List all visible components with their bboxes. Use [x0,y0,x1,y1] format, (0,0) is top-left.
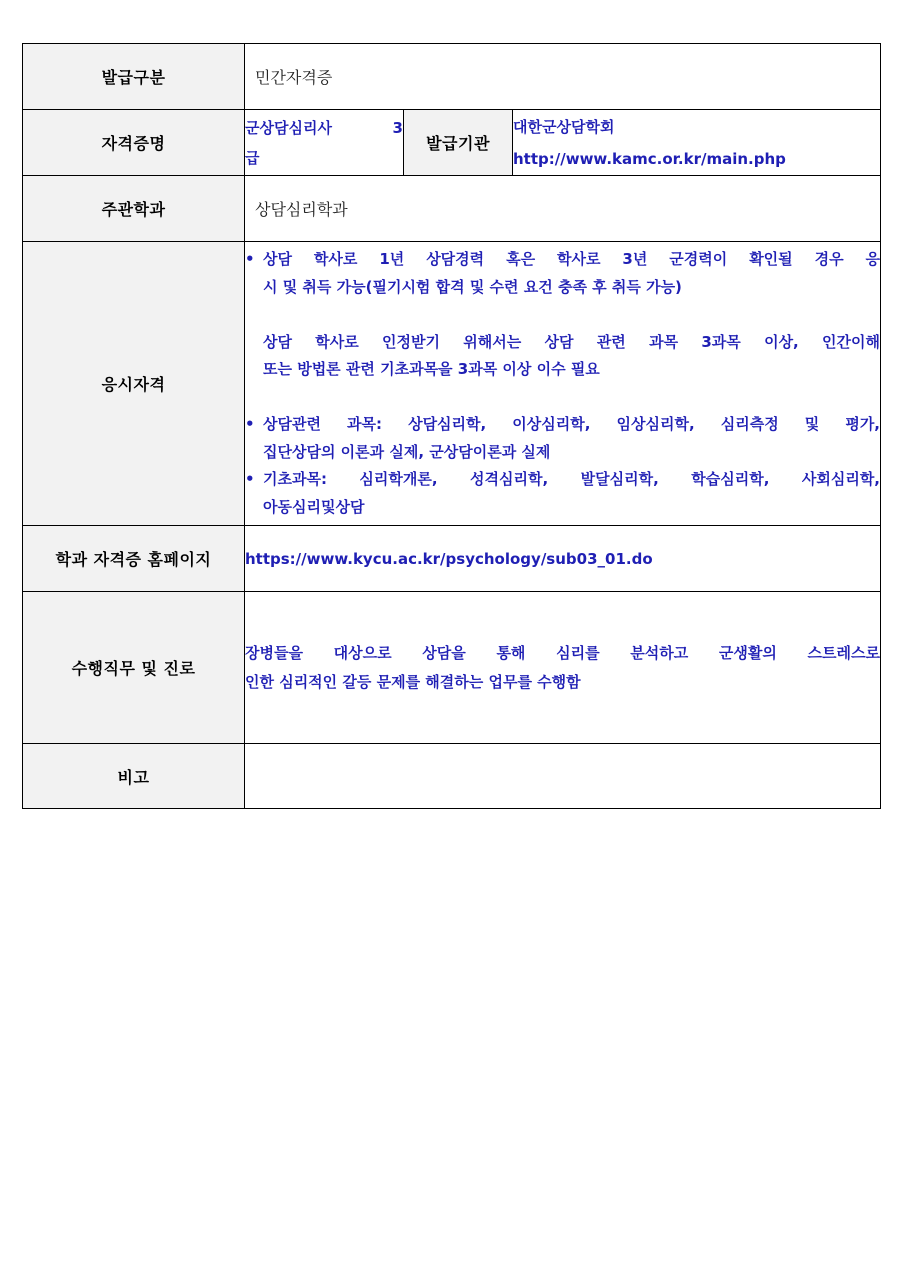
row-homepage [23,526,881,592]
qualification-line: • 기초과목: 심리학개론, 성격심리학, 발달심리학, 학습심리학, 사회심리학, [245,466,880,494]
row-cert-name [23,110,881,176]
qualification-line: 시 및 취득 가능(필기시험 합격 및 수련 요건 충족 후 취득 가능) [263,277,682,296]
issuer-name: 대한군상담학회 [513,117,615,136]
issuer-value [513,110,881,176]
department-value: 상담심리학과 [245,176,881,242]
qualification-value [245,242,881,526]
department-label: 주관학과 [23,176,245,242]
remarks-label: 비고 [23,744,245,809]
cert-name-label: 자격증명 [23,110,245,176]
row-department [23,176,881,242]
row-duties [23,592,881,744]
qualification-line: 집단상담의 이론과 실제, 군상담이론과 실제 [263,442,551,461]
issue-type-label: 발급구분 [23,44,245,110]
duties-line: 인한 심리적인 갈등 문제를 해결하는 업무를 수행함 [245,672,581,691]
row-remarks [23,744,881,809]
cert-name-value [245,110,404,176]
duties-line: 장병들을 대상으로 상담을 통해 심리를 분석하고 군생활의 스트레스로 [245,643,881,662]
row-issue-type [23,44,881,110]
issuer-url-link[interactable]: http://www.kamc.or.kr/main.php [513,149,786,168]
row-qualification [23,242,881,526]
homepage-label: 학과 자격증 홈페이지 [23,526,245,592]
duties-label: 수행직무 및 진로 [23,592,245,744]
cert-name-line-1: 군상담심리사 3 [245,118,403,137]
remarks-value [245,744,881,809]
issue-type-value: 민간자격증 [245,44,881,110]
qualification-line: 아동심리및상담 [263,497,365,516]
duties-value [245,592,881,744]
qualification-gap [245,301,880,329]
cert-name-line-2: 급 [245,148,260,167]
certificate-info-table [22,43,881,809]
qualification-label: 응시자격 [23,242,245,526]
qualification-line: • 상담 학사로 1년 상담경력 혹은 학사로 3년 군경력이 확인될 경우 응 [245,246,880,274]
qualification-line: • 상담관련 과목: 상담심리학, 이상심리학, 임상심리학, 심리측정 및 평가, [245,411,880,439]
qualification-gap [245,384,880,412]
qualification-line: 상담 학사로 인정받기 위해서는 상담 관련 과목 3과목 이상, 인간이해 [263,332,881,351]
homepage-url-link[interactable]: https://www.kycu.ac.kr/psychology/sub03_01.do [245,526,881,592]
qualification-line: 또는 방법론 관련 기초과목을 3과목 이상 이수 필요 [263,360,600,378]
issuer-label: 발급기관 [404,110,513,176]
